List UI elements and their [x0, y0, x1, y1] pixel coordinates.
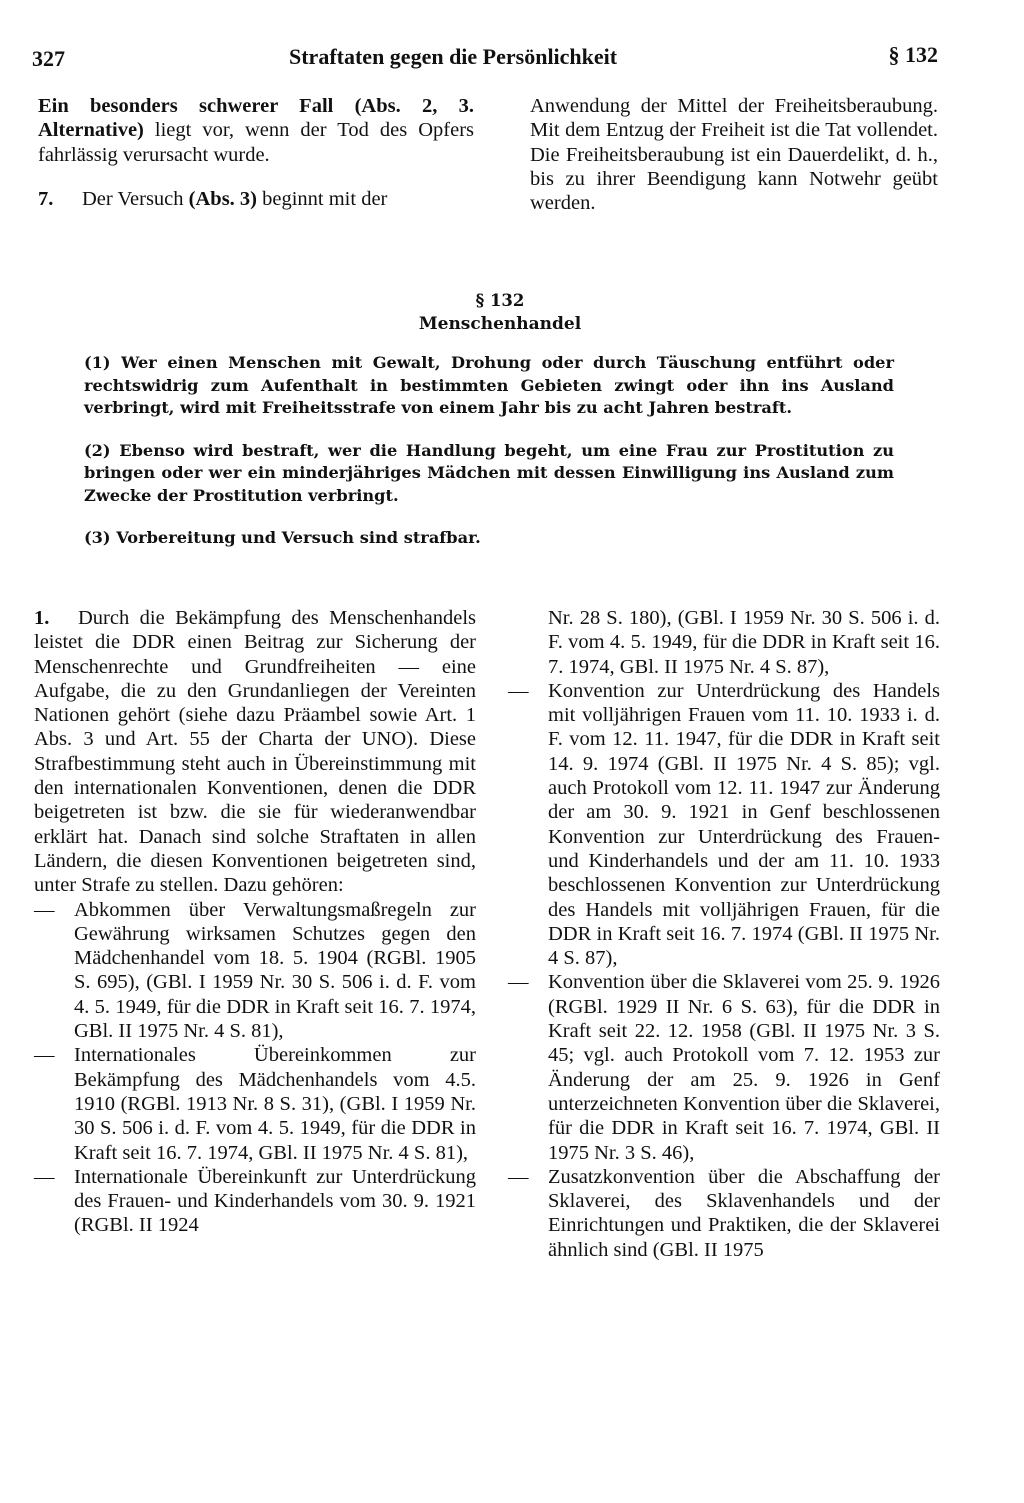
page-header [32, 40, 938, 74]
law-text-block [84, 290, 894, 570]
top-left-column [38, 94, 474, 211]
law-paragraph-1: (1) Wer einen Menschen mit Gewalt, Drohung oder durch Täuschung entführt oder rechtswidrig zum Aufenthalt in bestimmten Gebieten zwingt oder ihn ins Ausland verbringt, wird mit Freiheitsstrafe von einem Jahr bis zu acht Jahren bestraft. [84, 353, 894, 417]
commentary-right-column [508, 606, 940, 1262]
section-marker: § 132 [888, 42, 938, 67]
commentary-left-column [34, 606, 476, 1238]
law-section-number: § 132 [475, 291, 525, 310]
list-item: — Abkommen über Verwaltungsmaßregeln zur Gewährung wirksamen Schutzes gegen den Mädchenhandel vom 18. 5. 1904 (RGBl. 1905 S. 695), (GBl. I 1959 Nr. 30 S. 506 i. d. F. vom 4. 5. 1949, für die DDR in Kraft seit 16. 7. 1974, GBl. II 1975 Nr. 4 S. 81), [34, 898, 476, 1043]
list-item: — Konvention zur Unterdrückung des Handels mit volljährigen Frauen vom 11. 10. 1933 i. d. F. vom 12. 11. 1947, für die DDR in Kraft seit 14. 9. 1974 (GBl. II 1975 Nr. 4 S. 85); vgl. auch Protokoll vom 12. 11. 1947 zur Änderung der am 30. 9. 1921 in Genf beschlossenen Konvention zur Unterdrückung des Frauen- und Kinderhandels und der am 11. 10. 1933 beschlossenen Konvention zur Unterdrückung des Handels mit volljährigen Frauen, für die DDR in Kraft seit 16. 7. 1974 (GBl. II 1975 Nr. 4 S. 87), [508, 679, 940, 970]
running-title: Straftaten gegen die Persönlichkeit [289, 44, 618, 69]
list-item: — Internationales Übereinkommen zur Bekämpfung des Mädchenhandels vom 4.5. 1910 (RGBl. 1913 Nr. 8 S. 31), (GBl. I 1959 Nr. 30 S. 506 i. d. F. vom 4. 5. 1949, für die DDR in Kraft seit 16. 7. 1974, GBl. II 1975 Nr. 4 S. 81), [34, 1044, 476, 1164]
paragraph-number: 1. [34, 607, 50, 629]
paragraph-continuation: Anwendung der Mittel der Freiheitsberaubung. Mit dem Entzug der Freiheit ist die Tat vollendet. Die Freiheitsberaubung ist ein Dauerdelikt, d. h., bis zu ihrer Beendigung kann Notwehr geübt werden. [530, 95, 938, 215]
list-item: — Zusatzkonvention über die Abschaffung der Sklaverei, des Sklavenhandels und der Einrichtungen und Praktiken, die der Sklaverei ähnlich sind (GBl. II 1975 [508, 1165, 940, 1261]
list-item-continuation: Nr. 28 S. 180), (GBl. I 1959 Nr. 30 S. 506 i. d. F. vom 4. 5. 1949, für die DDR in Kraft seit 16. 7. 1974, GBl. II 1975 Nr. 4 S. 87), [548, 607, 940, 678]
paragraph-7: 7. Der Versuch (Abs. 3) beginnt mit der [38, 187, 388, 210]
paragraph-severe-case: Ein besonders schwerer Fall (Abs. 2, 3. Alternative) liegt vor, wenn der Tod des Opfers fahrlässig verursacht wurde. [38, 95, 474, 166]
law-paragraph-2: (2) Ebenso wird bestraft, wer die Handlung begeht, um eine Frau zur Prostitution zu bringen oder wer ein minderjähriges Mädchen mit dessen Einwilligung ins Ausland zum Zwecke der Prostitution verbringt. [84, 440, 894, 505]
page-number: 327 [32, 46, 65, 71]
list-item: — Konvention über die Sklaverei vom 25. 9. 1926 (RGBl. 1929 II Nr. 6 S. 63), für die DDR in Kraft seit 22. 12. 1958 (GBl. II 1975 Nr. 3 S. 45; vgl. auch Protokoll vom 7. 12. 1953 zur Änderung der am 25. 9. 1926 in Genf unterzeichneten Konvention über die Sklaverei, für die DDR in Kraft seit 16. 7. 1974, GBl. II 1975 Nr. 3 S. 46), [508, 971, 940, 1164]
commentary-intro: 1. Durch die Bekämpfung des Menschenhandels leistet die DDR einen Beitrag zur Sicherung der Menschenrechte und Grundfreiheiten — eine Aufgabe, die zu den Grundanliegen der Vereinten Nationen gehört (siehe dazu Präambel sowie Art. 1 Abs. 3 und Art. 55 der Charta der UNO). Diese Strafbestimmung steht auch in Übereinstimmung mit den internationalen Konventionen, denen die DDR beigetreten ist bzw. die sie für wiederanwendbar erklärt hat. Danach sind solche Straftaten in allen Ländern, die diesen Konventionen beigetreten sind, unter Strafe zu stellen. Dazu gehören: [34, 607, 476, 897]
top-right-column [530, 94, 938, 215]
law-paragraph-3: (3) Vorbereitung und Versuch sind strafbar. [84, 528, 481, 547]
paragraph-number: 7. [38, 187, 54, 210]
law-section-title: Menschenhandel [418, 313, 582, 334]
list-item: — Internationale Übereinkunft zur Unterdrückung des Frauen- und Kinderhandels vom 30. 9. 1921 (RGBl. II 1924 [34, 1165, 476, 1237]
